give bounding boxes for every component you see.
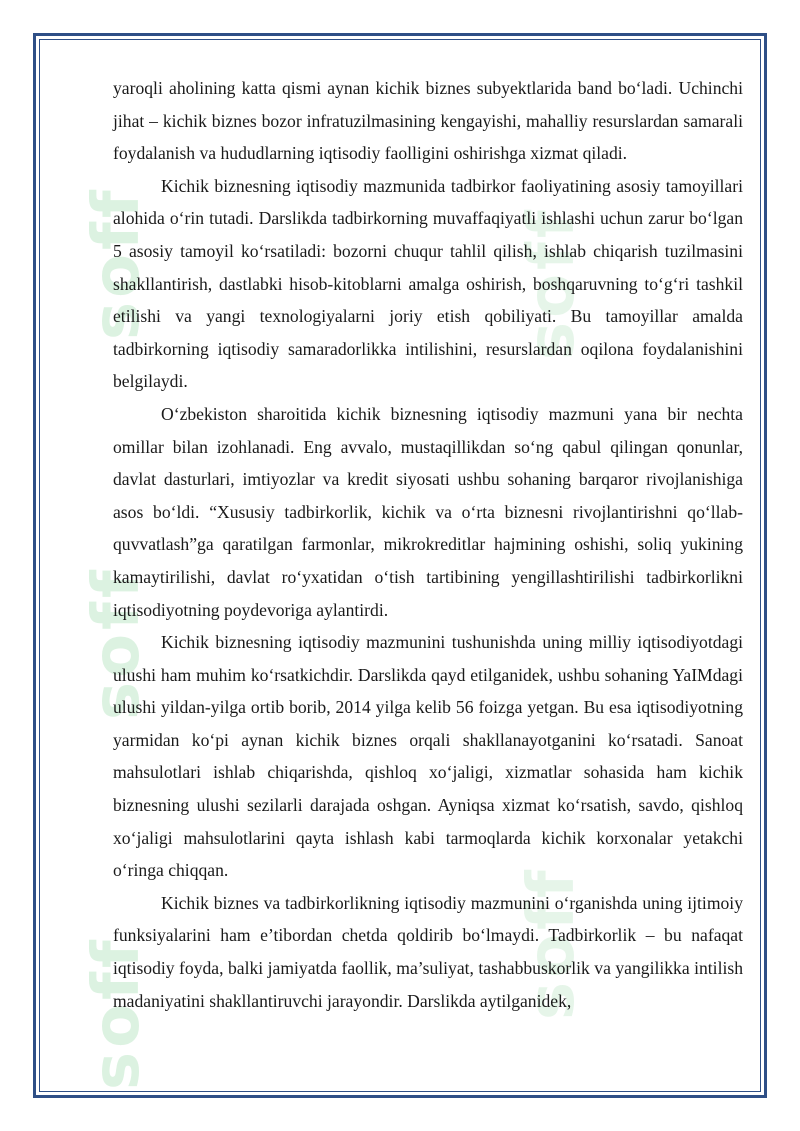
paragraph: O‘zbekiston sharoitida kichik biznesning iqtisodiy mazmuni yana bir nechta omillar bilan izohlanadi. Eng avvalo, mustaqillikdan so‘ng qabul qilingan qonunlar, davlat dasturlari, imtiyozlar va kredit siyosati ushbu sohaning barqaror rivojlanishiga asos bo‘ldi. “Xususiy tadbirkorlik, kichik va o‘rta biznesni rivojlantirishni qo‘llab-quvvatlash”ga qaratilgan farmonlar, mikrokreditlar hajmining oshishi, soliq yukining kamaytirilishi, davlat ro‘yxatidan o‘tish tartibining yengillashtirilishi tadbirkorlikni iqtisodiyotning poydevoriga aylantirdi. bbox=[113, 403, 743, 620]
watermark: soff bbox=[80, 936, 154, 1090]
paragraph: yaroqli aholining katta qismi aynan kichik biznes subyektlarida band bo‘ladi. Uchinchi jihat – kichik biznes bozor infratuzilmasining kengayishi, mahalliy resurslardan samarali foydalanish va hududlarning iqtisodiy faolligini oshirishga xizmat qiladi. bbox=[113, 78, 743, 164]
watermark: soff bbox=[80, 186, 154, 340]
document-body bbox=[113, 72, 743, 1017]
watermark: soff bbox=[515, 866, 589, 1020]
paragraph: Kichik biznes va tadbirkorlikning iqtisodiy mazmunini o‘rganishda uning ijtimoiy funksiyalarini ham e’tibordan chetda qoldirib bo‘lmaydi. Tadbirkorlik – bu nafaqat iqtisodiy foyda, balki jamiyatda faollik, ma’suliyat, tashabbuskorlik va yangilikka intilish madaniyatini shakllantiruvchi jarayondir. Darslikda aytilganidek, bbox=[113, 892, 743, 1011]
watermark: soff bbox=[515, 206, 589, 360]
paragraph: Kichik biznesning iqtisodiy mazmunini tushunishda uning milliy iqtisodiyotdagi ulushi ham muhim ko‘rsatkichdir. Darslikda qayd etilganidek, ushbu sohaning YaIMdagi ulushi yildan-yilga ortib borib, 2014 yilga kelib 56 foizga yetgan. Bu esa iqtisodiyotning yarmidan ko‘pi aynan kichik biznes orqali shakllanayotganini ko‘rsatadi. Sanoat mahsulotlari ishlab chiqarishda, qishloq xo‘jaligi, xizmatlar sohasida ham kichik biznesning ulushi sezilarli darajada oshgan. Ayniqsa xizmat ko‘rsatish, savdo, qishloq xo‘jaligi mahsulotlarini qayta ishlash kabi tarmoqlarda kichik korxonalar yetakchi o‘ringa chiqqan. bbox=[113, 632, 743, 881]
watermark: soff bbox=[80, 566, 154, 720]
paragraph: Kichik biznesning iqtisodiy mazmunida tadbirkor faoliyatining asosiy tamoyillari alohida o‘rin tutadi. Darslikda tadbirkorning muvaffaqiyatli ishlashi uchun zarur bo‘lgan 5 asosiy tamoyil ko‘rsatiladi: bozorni chuqur tahlil qilish, ishlab chiqarish tuzilmasini shakllantirish, dastlabki hisob-kitoblarni amalga oshirish, boshqaruvning to‘g‘ri tashkil etilishi va yangi texnologiyalarni joriy etish qobiliyati. Bu tamoyillar amalda tadbirkorning iqtisodiy samaradorlikka intilishini, resurslardan oqilona foydalanishini belgilaydi. bbox=[113, 175, 743, 392]
